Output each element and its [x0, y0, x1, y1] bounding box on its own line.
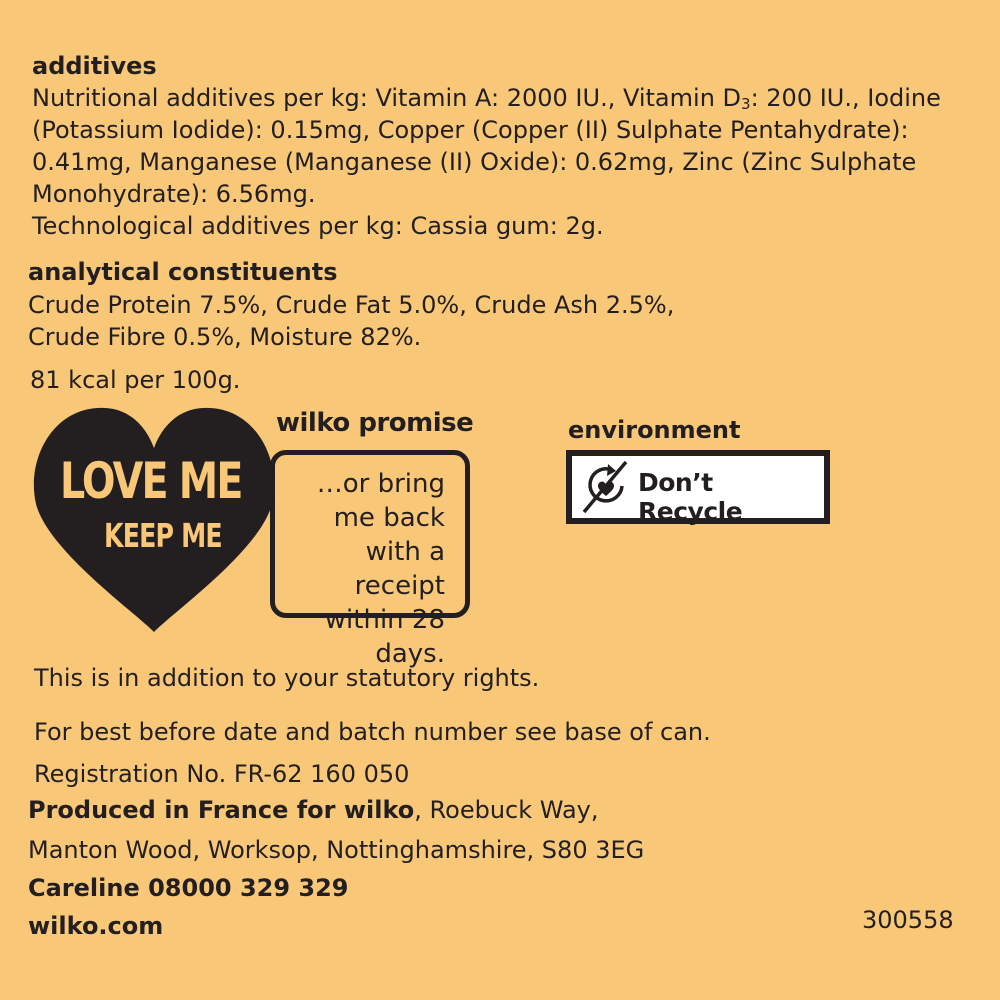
promise-box — [270, 450, 470, 669]
analytical-heading: analytical constituents — [28, 258, 338, 286]
statutory-text: This is in addition to your statutory rights. — [34, 664, 540, 692]
registration-text: Registration No. FR-62 160 050 — [34, 760, 410, 788]
additives-line-3: 0.41mg, Manganese (Manganese (II) Oxide): 0.62mg, Zinc (Zinc Sulphate — [32, 148, 917, 176]
keep-me-text: KEEP ME — [104, 516, 222, 555]
additives-line-2: (Potassium Iodide): 0.15mg, Copper (Copper (II) Sulphate Pentahydrate): — [32, 116, 909, 144]
address-line: Manton Wood, Worksop, Nottinghamshire, S80 3EG — [28, 836, 645, 864]
dont-recycle-icon — [578, 456, 634, 518]
careline-text: Careline 08000 329 329 — [28, 874, 349, 902]
website-text: wilko.com — [28, 912, 164, 940]
kcal-text: 81 kcal per 100g. — [30, 366, 241, 394]
product-code: 300558 — [862, 906, 954, 934]
additives-line-5: Technological additives per kg: Cassia gum: 2g. — [32, 212, 604, 240]
analytical-line-2: Crude Fibre 0.5%, Moisture 82%. — [28, 323, 422, 351]
produced-line: Produced in France for wilko, Roebuck Way, — [28, 796, 599, 824]
best-before-text: For best before date and batch number see base of can. — [34, 718, 711, 746]
dont-recycle-label: Don’t Recycle — [638, 468, 743, 526]
promise-title: wilko promise — [276, 408, 474, 438]
additives-line-1: Nutritional additives per kg: Vitamin A: 2000 IU., Vitamin $D_3$: 200 IU., Iodine — [32, 84, 941, 113]
environment-heading: environment — [568, 416, 741, 444]
analytical-line-1: Crude Protein 7.5%, Crude Fat 5.0%, Crude Ash 2.5%, — [28, 291, 675, 319]
love-me-text: LOVE ME — [60, 452, 242, 510]
additives-heading: additives — [32, 52, 157, 80]
promise-text: …or bring me back with a receipt within 28 days. — [316, 469, 445, 669]
dont-recycle-badge — [566, 450, 830, 524]
additives-line-4: Monohydrate): 6.56mg. — [32, 180, 316, 208]
